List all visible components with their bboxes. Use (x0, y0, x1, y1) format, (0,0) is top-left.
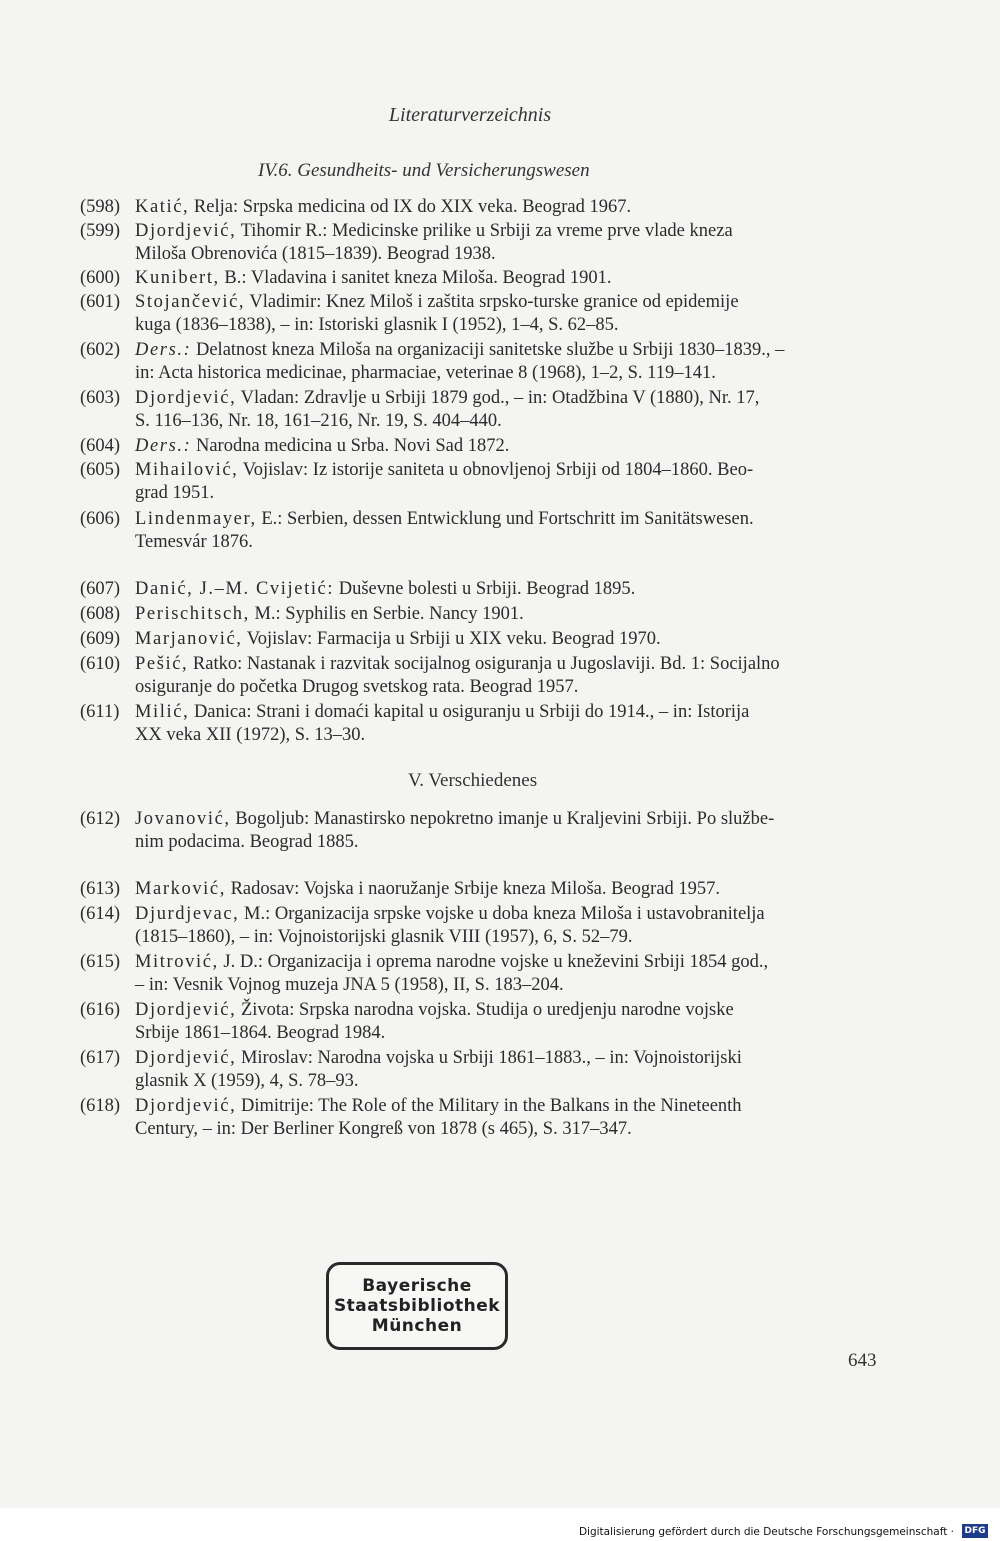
entry-number: (617) (80, 1048, 121, 1068)
running-head: Literaturverzeichnis (388, 104, 552, 126)
entry-continuation: XX veka XII (1972), S. 13–30. (135, 725, 366, 745)
entry-continuation: Miloša Obrenovića (1815–1839). Beograd 1938. (135, 244, 496, 264)
bib-entry (80, 339, 870, 385)
bib-entry (80, 508, 870, 554)
entry-text: Duševne bolesti u Srbiji. Beograd 1895. (334, 579, 636, 599)
entry-text: Narodna medicina u Srba. Novi Sad 1872. (191, 436, 510, 456)
bib-entry (80, 387, 870, 433)
entry-text: Vojislav: Iz istorije saniteta u obnovljenoj Srbiji od 1804–1860. Beo- (238, 460, 754, 480)
entry-author: Djordjević, (135, 1000, 237, 1020)
entry-text: Vladimir: Knez Miloš i zaštita srpsko-turske granice od epidemije (245, 292, 739, 312)
bib-entry (80, 220, 870, 266)
bib-entry (80, 878, 870, 901)
entry-author: Djordjević, (135, 1096, 237, 1116)
entry-text: Relja: Srpska medicina od IX do XIX veka. Beograd 1967. (189, 197, 632, 217)
entry-text: E.: Serbien, dessen Entwicklung und Fortschritt im Sanitätswesen. (256, 509, 754, 529)
entry-continuation: nim podacima. Beograd 1885. (135, 832, 359, 852)
entry-continuation: osiguranje do početka Drugog svetskog rata. Beograd 1957. (135, 677, 579, 697)
entry-author: Jovanović, (135, 809, 231, 829)
bib-entry (80, 951, 870, 997)
stamp-line: Bayerische (362, 1276, 472, 1296)
entry-text: Dimitrije: The Role of the Military in the Balkans in the Nineteenth (236, 1096, 742, 1116)
bib-entry (80, 903, 870, 949)
bib-entry (80, 701, 870, 747)
entry-number: (616) (80, 1000, 121, 1020)
entry-author: Lindenmayer, (135, 509, 257, 529)
library-stamp (326, 1262, 508, 1350)
entry-continuation: Srbije 1861–1864. Beograd 1984. (135, 1023, 386, 1043)
entry-continuation: grad 1951. (135, 483, 215, 503)
bib-entry (80, 628, 870, 651)
entry-text: J. D.: Organizacija i oprema narodne vojske u kneževini Srbiji 1854 god., (218, 952, 769, 972)
entry-text: Vladan: Zdravlje u Srbiji 1879 god., – in: Otadžbina V (1880), Nr. 17, (236, 388, 760, 408)
entry-text: Bogoljub: Manastirsko nepokretno imanje u Kraljevini Srbiji. Po službe- (230, 809, 775, 829)
entry-author: Djordjević, (135, 1048, 237, 1068)
entry-author: Stojančević, (135, 292, 246, 312)
entry-author: Kunibert, (135, 268, 220, 288)
entry-text: Života: Srpska narodna vojska. Studija o uredjenju narodne vojske (236, 1000, 734, 1020)
entry-continuation: glasnik X (1959), 4, S. 78–93. (135, 1071, 359, 1091)
entry-number: (600) (80, 268, 121, 288)
entry-author: Djordjević, (135, 388, 237, 408)
entry-author: Djordjević, (135, 221, 237, 241)
bib-entry (80, 653, 870, 699)
entry-text: M.: Syphilis en Serbie. Nancy 1901. (249, 604, 524, 624)
entry-author: Marjanović, (135, 629, 243, 649)
entry-author: Pešić, (135, 654, 189, 674)
entry-number: (598) (80, 197, 121, 217)
footer-credit: Digitalisierung gefördert durch die Deutsche Forschungsgemeinschaft · (578, 1526, 954, 1538)
page-number: 643 (848, 1350, 877, 1371)
entry-number: (611) (80, 702, 120, 722)
entry-number: (606) (80, 509, 121, 529)
entry-text: Danica: Strani i domaći kapital u osiguranju u Srbiji do 1914., – in: Istorija (189, 702, 750, 722)
bib-entry (80, 459, 870, 505)
entry-author: Katić, (135, 197, 190, 217)
entry-number: (612) (80, 809, 121, 829)
bib-entry (80, 603, 870, 626)
entry-author: Danić, J.–M. Cvijetić: (135, 579, 335, 599)
entry-number: (608) (80, 604, 121, 624)
entry-author: Perischitsch, (135, 604, 250, 624)
entry-continuation: (1815–1860), – in: Vojnoistorijski glasnik VIII (1957), 6, S. 52–79. (135, 927, 633, 947)
entry-continuation: in: Acta historica medicinae, pharmaciae, veterinae 8 (1968), 1–2, S. 119–141. (135, 363, 716, 383)
section-title-misc: V. Verschiedenes (408, 770, 538, 791)
entry-text: Miroslav: Narodna vojska u Srbiji 1861–1883., – in: Vojnoistorijski (236, 1048, 742, 1068)
entry-number: (601) (80, 292, 121, 312)
entry-number: (605) (80, 460, 121, 480)
entry-text: Radosav: Vojska i naoružanje Srbije kneza Miloša. Beograd 1957. (225, 879, 721, 899)
entry-text: Ratko: Nastanak i razvitak socijalnog osiguranja u Jugoslaviji. Bd. 1: Socijalno (188, 654, 780, 674)
entry-continuation: Temesvár 1876. (135, 532, 253, 552)
bib-entry (80, 808, 870, 854)
stamp-line: Staatsbibliothek (333, 1296, 501, 1316)
entry-author: Djurdjevac, (135, 904, 240, 924)
entry-number: (609) (80, 629, 121, 649)
stamp-line: München (371, 1316, 463, 1336)
entry-text: Tihomir R.: Medicinske prilike u Srbiji za vreme prve vlade kneza (236, 221, 733, 241)
entry-text: B.: Vladavina i sanitet kneza Miloša. Beograd 1901. (219, 268, 612, 288)
entry-author: Ders.: (135, 340, 192, 360)
bib-entry (80, 1095, 870, 1141)
entry-continuation: – in: Vesnik Vojnog muzeja JNA 5 (1958), II, S. 183–204. (135, 975, 564, 995)
entry-number: (613) (80, 879, 121, 899)
entry-number: (599) (80, 221, 121, 241)
entry-number: (618) (80, 1096, 121, 1116)
entry-number: (602) (80, 340, 121, 360)
entry-number: (610) (80, 654, 121, 674)
entry-text: Delatnost kneza Miloša na organizaciji sanitetske službe u Srbiji 1830–1839., – (191, 340, 785, 360)
entry-number: (614) (80, 904, 121, 924)
bib-entry (80, 267, 870, 290)
entry-text: Vojislav: Farmacija u Srbiji u XIX veku. Beograd 1970. (242, 629, 661, 649)
entry-author: Marković, (135, 879, 226, 899)
bib-entry (80, 435, 870, 458)
bib-entry (80, 291, 870, 337)
entry-continuation: Century, – in: Der Berliner Kongreß von 1878 (s 465), S. 317–347. (135, 1119, 632, 1139)
entry-number: (607) (80, 579, 121, 599)
section-title-health: IV.6. Gesundheits- und Versicherungswesen (258, 160, 590, 181)
bib-entry (80, 999, 870, 1045)
entry-author: Mitrović, (135, 952, 219, 972)
bib-entry (80, 578, 870, 601)
entry-continuation: S. 116–136, Nr. 18, 161–216, Nr. 19, S. 404–440. (135, 411, 502, 431)
entry-text: M.: Organizacija srpske vojske u doba kneza Miloša i ustavobranitelja (239, 904, 765, 924)
bib-entry (80, 196, 870, 219)
entry-author: Milić, (135, 702, 190, 722)
entry-number: (615) (80, 952, 121, 972)
dfg-logo-icon: DFG (962, 1524, 988, 1538)
entry-number: (603) (80, 388, 121, 408)
entry-author: Mihailović, (135, 460, 239, 480)
bib-entry (80, 1047, 870, 1093)
entry-author: Ders.: (135, 436, 192, 456)
entry-number: (604) (80, 436, 121, 456)
entry-continuation: kuga (1836–1838), – in: Istoriski glasnik I (1952), 1–4, S. 62–85. (135, 315, 619, 335)
